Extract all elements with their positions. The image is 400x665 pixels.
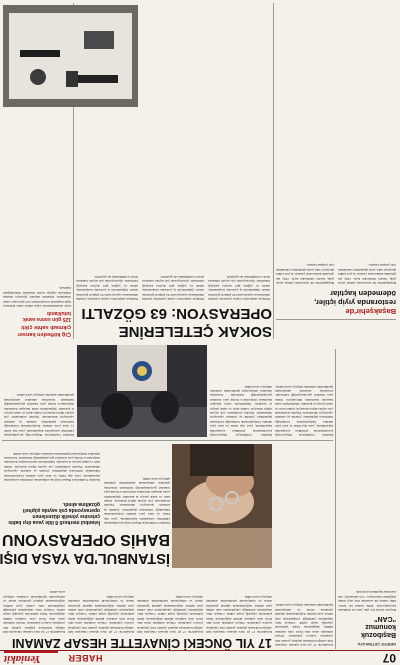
street-headline-1: SOKAK ÇETELERİNE	[118, 323, 272, 340]
masthead-bar	[0, 650, 400, 665]
column-title-2: konumuz	[365, 623, 396, 630]
main-body-col-2: İstanbul Cumhuriyet Başsavcılığı koordinesinde yürütülen soruşturma kapsamında, yasa dışı bahis ve kara para aklama faaliyetlerinde bulunduğu belirlenen şüphelilere yönelik eş zamanlı operasyon düzenlendi. Yapılan aramalarda çok sayıda dijital materyal, banka kartı ve nakit paraya el konuldu. Şüphelilerin sanal hesaplar üzerinden milyonlarca liralık para transferi gerçekleştirdiği belirlendi. Gözaltına alınanlar emniyetteki işlemlerinin ardından adliyeye sevk edildi.	[4, 451, 100, 482]
restaurant-divider	[273, 3, 274, 339]
restaurant-body-1: Başakşehir'de bir restoranda yemek yiyen grup, hesabı ödemeden kaçtı. Olay anı güvenlik kamerasına yansıdı. İş yeri sahibi şikayetçi oldu, polis şüphelileri yakalamak için çalışma başlattı.	[338, 263, 396, 285]
street-body-1: Emniyet ekiplerince sokak çetelerine yönelik düzenlenen operasyonda 63 şüpheli gözaltına alındı. Şüphelilerin iş yerlerine kurşunlama, tehdit ve yağma gibi suçlara karıştığı belirlendi. Operasyonda çok sayıda ruhsatsız silah ve mühimmat ele geçirildi.	[208, 274, 270, 301]
street-body-2: Emniyet ekiplerince sokak çetelerine yönelik düzenlenen operasyonda 63 şüpheli gözaltına alındı. Şüphelilerin iş yerlerine kurşunlama, tehdit ve yağma gibi suçlara karıştığı belirlendi. Operasyonda çok sayıda ruhsatsız silah ve mühimmat ele geçirildi.	[142, 274, 204, 301]
handcuffs-illustration	[172, 444, 272, 568]
restaurant-headline-3: ödemeden kaçtılar	[330, 289, 396, 298]
mid-body-col-1: İstanbul Cumhuriyet Başsavcılığı koordinesinde yürütülen soruşturma kapsamında, yasa dışı bahis ve kara para aklama faaliyetlerinde bulunduğu belirlenen şüphelilere yönelik eş zamanlı operasyon düzenlendi. Yapılan aramalarda çok sayıda dijital materyal, banka kartı ve nakit paraya el konuldu. Şüphelilerin sanal hesaplar üzerinden milyonlarca liralık para transferi gerçekleştirdiği belirlendi. Gözaltına alınanlar emniyetteki işlemlerinin ardından adliyeye sevk edildi.	[275, 384, 333, 437]
side-headline: Çiğ köfteden kanser çıkmadı sahte çıktı	[17, 324, 71, 337]
top-headline: 17 YIL ÖNCEKİ CİNAYETTE HESAP ZAMANI	[11, 636, 272, 650]
mid-body-col-3: İstanbul Cumhuriyet Başsavcılığı koordinesinde yürütülen soruşturma kapsamında, yasa dışı bahis ve kara para aklama faaliyetlerinde bulunduğu belirlenen şüphelilere yönelik eş zamanlı operasyon düzenlendi. Yapılan aramalarda çok sayıda dijital materyal, banka kartı ve nakit paraya el konuldu. Şüphelilerin sanal hesaplar üzerinden milyonlarca liralık para transferi gerçekleştirdiği belirlendi. Gözaltına alınanlar emniyetteki işlemlerinin ardından adliyeye sevk edildi.	[4, 393, 74, 437]
seized-weapons-illustration	[3, 5, 138, 107]
top-body-col-0: Kırşehir'de 17 yıl önce işlenen cinayetin faili olduğu belirlenen şüpheli, polisin titiz çalışması sonucu yakalandı. Olayın ardından uzun süre firari olan zanlının kimlik değiştirerek farklı şehirlerde yaşadığı tespit edildi. Cinayet büro ekiplerinin yürüttüğü çalışmalarda elde edilen yeni deliller doğrultusunda şüpheli gözaltına alındı ve emniyetteki işlemlerinin ardından adliyeye sevk edildi.	[275, 603, 333, 647]
main-headline-2: BAHİS OPERASYONU	[1, 531, 170, 548]
section-label: HABER	[68, 653, 103, 663]
column-body: Hayatın içinde her gün yeni bir imtihanla karşılaşıyoruz. Kimi zaman bir haber, kimi zaman bir sessizlik bize neyi ihmal ettiğimizi hatırlatıyor. Can emanettir; onu korumak hepimizin görevidir.	[338, 590, 396, 612]
column-author: NEBİYE ÇETİNKAYA	[357, 642, 396, 647]
top-body-col-3: Kırşehir'de 17 yıl önce işlenen cinayetin faili olduğu belirlenen şüpheli, polisin titiz çalışması sonucu yakalandı. Olayın ardından uzun süre firari olan zanlının kimlik değiştirerek farklı şehirlerde yaşadığı tespit edildi. Cinayet büro ekiplerinin yürüttüğü çalışmalarda elde edilen yeni deliller doğrultusunda şüpheli gözaltına alındı ve emniyetteki işlemlerinin ardından adliyeye sevk edildi.	[68, 594, 134, 634]
side-subhead: 125 gün sonra sanık tutuklandı	[22, 310, 71, 322]
side-body: Gıda denetimlerinde tespit edilen sahte ürünlerle ilgili başlatılan soruşturmada 125 gün sonra sanık tutuklandı. Denetim ekipleri piyasaya sürülen ürünlerde sağlığa zararlı maddeler bulunduğunu belirledi.	[3, 286, 71, 308]
lower-divider	[276, 319, 396, 320]
column-divider	[335, 349, 336, 649]
restaurant-body-2: Başakşehir'de bir restoranda yemek yiyen grup, hesabı ödemeden kaçtı. Olay anı güvenlik kamerasına yansıdı. İş yeri sahibi şikayetçi oldu, polis şüphelileri yakalamak için çalışma başlattı.	[276, 263, 334, 285]
top-body-col-4: Kırşehir'de 17 yıl önce işlenen cinayetin faili olduğu belirlenen şüpheli, polisin titiz çalışması sonucu yakalandı. Olayın ardından uzun süre firari olan zanlının kimlik değiştirerek farklı şehirlerde yaşadığı tespit edildi. Cinayet büro ekiplerinin yürüttüğü çalışmalarda elde edilen yeni deliller doğrultusunda şüpheli gözaltına alındı ve emniyetteki işlemlerinin ardından adliyeye sevk edildi.	[3, 590, 65, 634]
top-body-col-1: Kırşehir'de 17 yıl önce işlenen cinayetin faili olduğu belirlenen şüpheli, polisin titiz çalışması sonucu yakalandı. Olayın ardından uzun süre firari olan zanlının kimlik değiştirerek farklı şehirlerde yaşadığı tespit edildi. Cinayet büro ekiplerinin yürüttüğü çalışmalarda elde edilen yeni deliller doğrultusunda şüpheli gözaltına alındı ve emniyetteki işlemlerinin ardından adliyeye sevk edildi.	[206, 594, 272, 634]
column-title-3: "CAN"	[374, 615, 396, 622]
street-body-3: Emniyet ekiplerince sokak çetelerine yönelik düzenlenen operasyonda 63 şüpheli gözaltına alındı. Şüphelilerin iş yerlerine kurşunlama, tehdit ve yağma gibi suçlara karıştığı belirlendi. Operasyonda çok sayıda ruhsatsız silah ve mühimmat ele geçirildi.	[76, 274, 138, 301]
restaurant-headline-2: restoranda yıyip içtiler,	[314, 298, 396, 307]
main-headline-1: İSTANBUL'DA YASA DIŞI	[0, 550, 170, 566]
page-number: 07	[382, 651, 396, 665]
top-body-col-2: Kırşehir'de 17 yıl önce işlenen cinayetin faili olduğu belirlenen şüpheli, polisin titiz çalışması sonucu yakalandı. Olayın ardından uzun süre firari olan zanlının kimlik değiştirerek farklı şehirlerde yaşadığı tespit edildi. Cinayet büro ekiplerinin yürüttüğü çalışmalarda elde edilen yeni deliller doğrultusunda şüpheli gözaltına alındı ve emniyetteki işlemlerinin ardından adliyeye sevk edildi.	[137, 594, 203, 634]
main-body-col-1: İstanbul Cumhuriyet Başsavcılığı koordinesinde yürütülen soruşturma kapsamında, yasa dışı bahis ve kara para aklama faaliyetlerinde bulunduğu belirlenen şüphelilere yönelik eş zamanlı operasyon düzenlendi. Yapılan aramalarda çok sayıda dijital materyal, banka kartı ve nakit paraya el konuldu. Şüphelilerin sanal hesaplar üzerinden milyonlarca liralık para transferi gerçekleştirdiği belirlendi. Gözaltına alınanlar emniyetteki işlemlerinin ardından adliyeye sevk edildi.	[104, 476, 170, 525]
logo: Yeniakit	[4, 653, 41, 665]
main-deck: İstanbul merkezli 8 ilde yasa dışı bahis çetesine yönelik düzenlenen operasyonda çok sayıda şüpheli gözaltına alındı.	[8, 501, 100, 525]
seized-items-photo	[3, 5, 138, 107]
street-headline-2: OPERASYON: 63 GÖZALTI	[81, 305, 272, 322]
logo-underline	[4, 651, 58, 653]
press-conference-illustration	[77, 345, 207, 437]
mid-body-col-2: İstanbul Cumhuriyet Başsavcılığı koordinesinde yürütülen soruşturma kapsamında, yasa dışı bahis ve kara para aklama faaliyetlerinde bulunduğu belirlenen şüphelilere yönelik eş zamanlı operasyon düzenlendi. Yapılan aramalarda çok sayıda dijital materyal, banka kartı ve nakit paraya el konuldu. Şüphelilerin sanal hesaplar üzerinden milyonlarca liralık para transferi gerçekleştirdiği belirlendi. Gözaltına alınanlar emniyetteki işlemlerinin ardından adliyeye sevk edildi.	[210, 384, 272, 437]
column-title: Başıbozuk	[360, 631, 396, 638]
main-divider	[2, 440, 333, 441]
press-photo	[77, 345, 207, 437]
main-photo	[172, 444, 272, 568]
restaurant-headline-1: Başakşehir'de	[345, 307, 396, 316]
